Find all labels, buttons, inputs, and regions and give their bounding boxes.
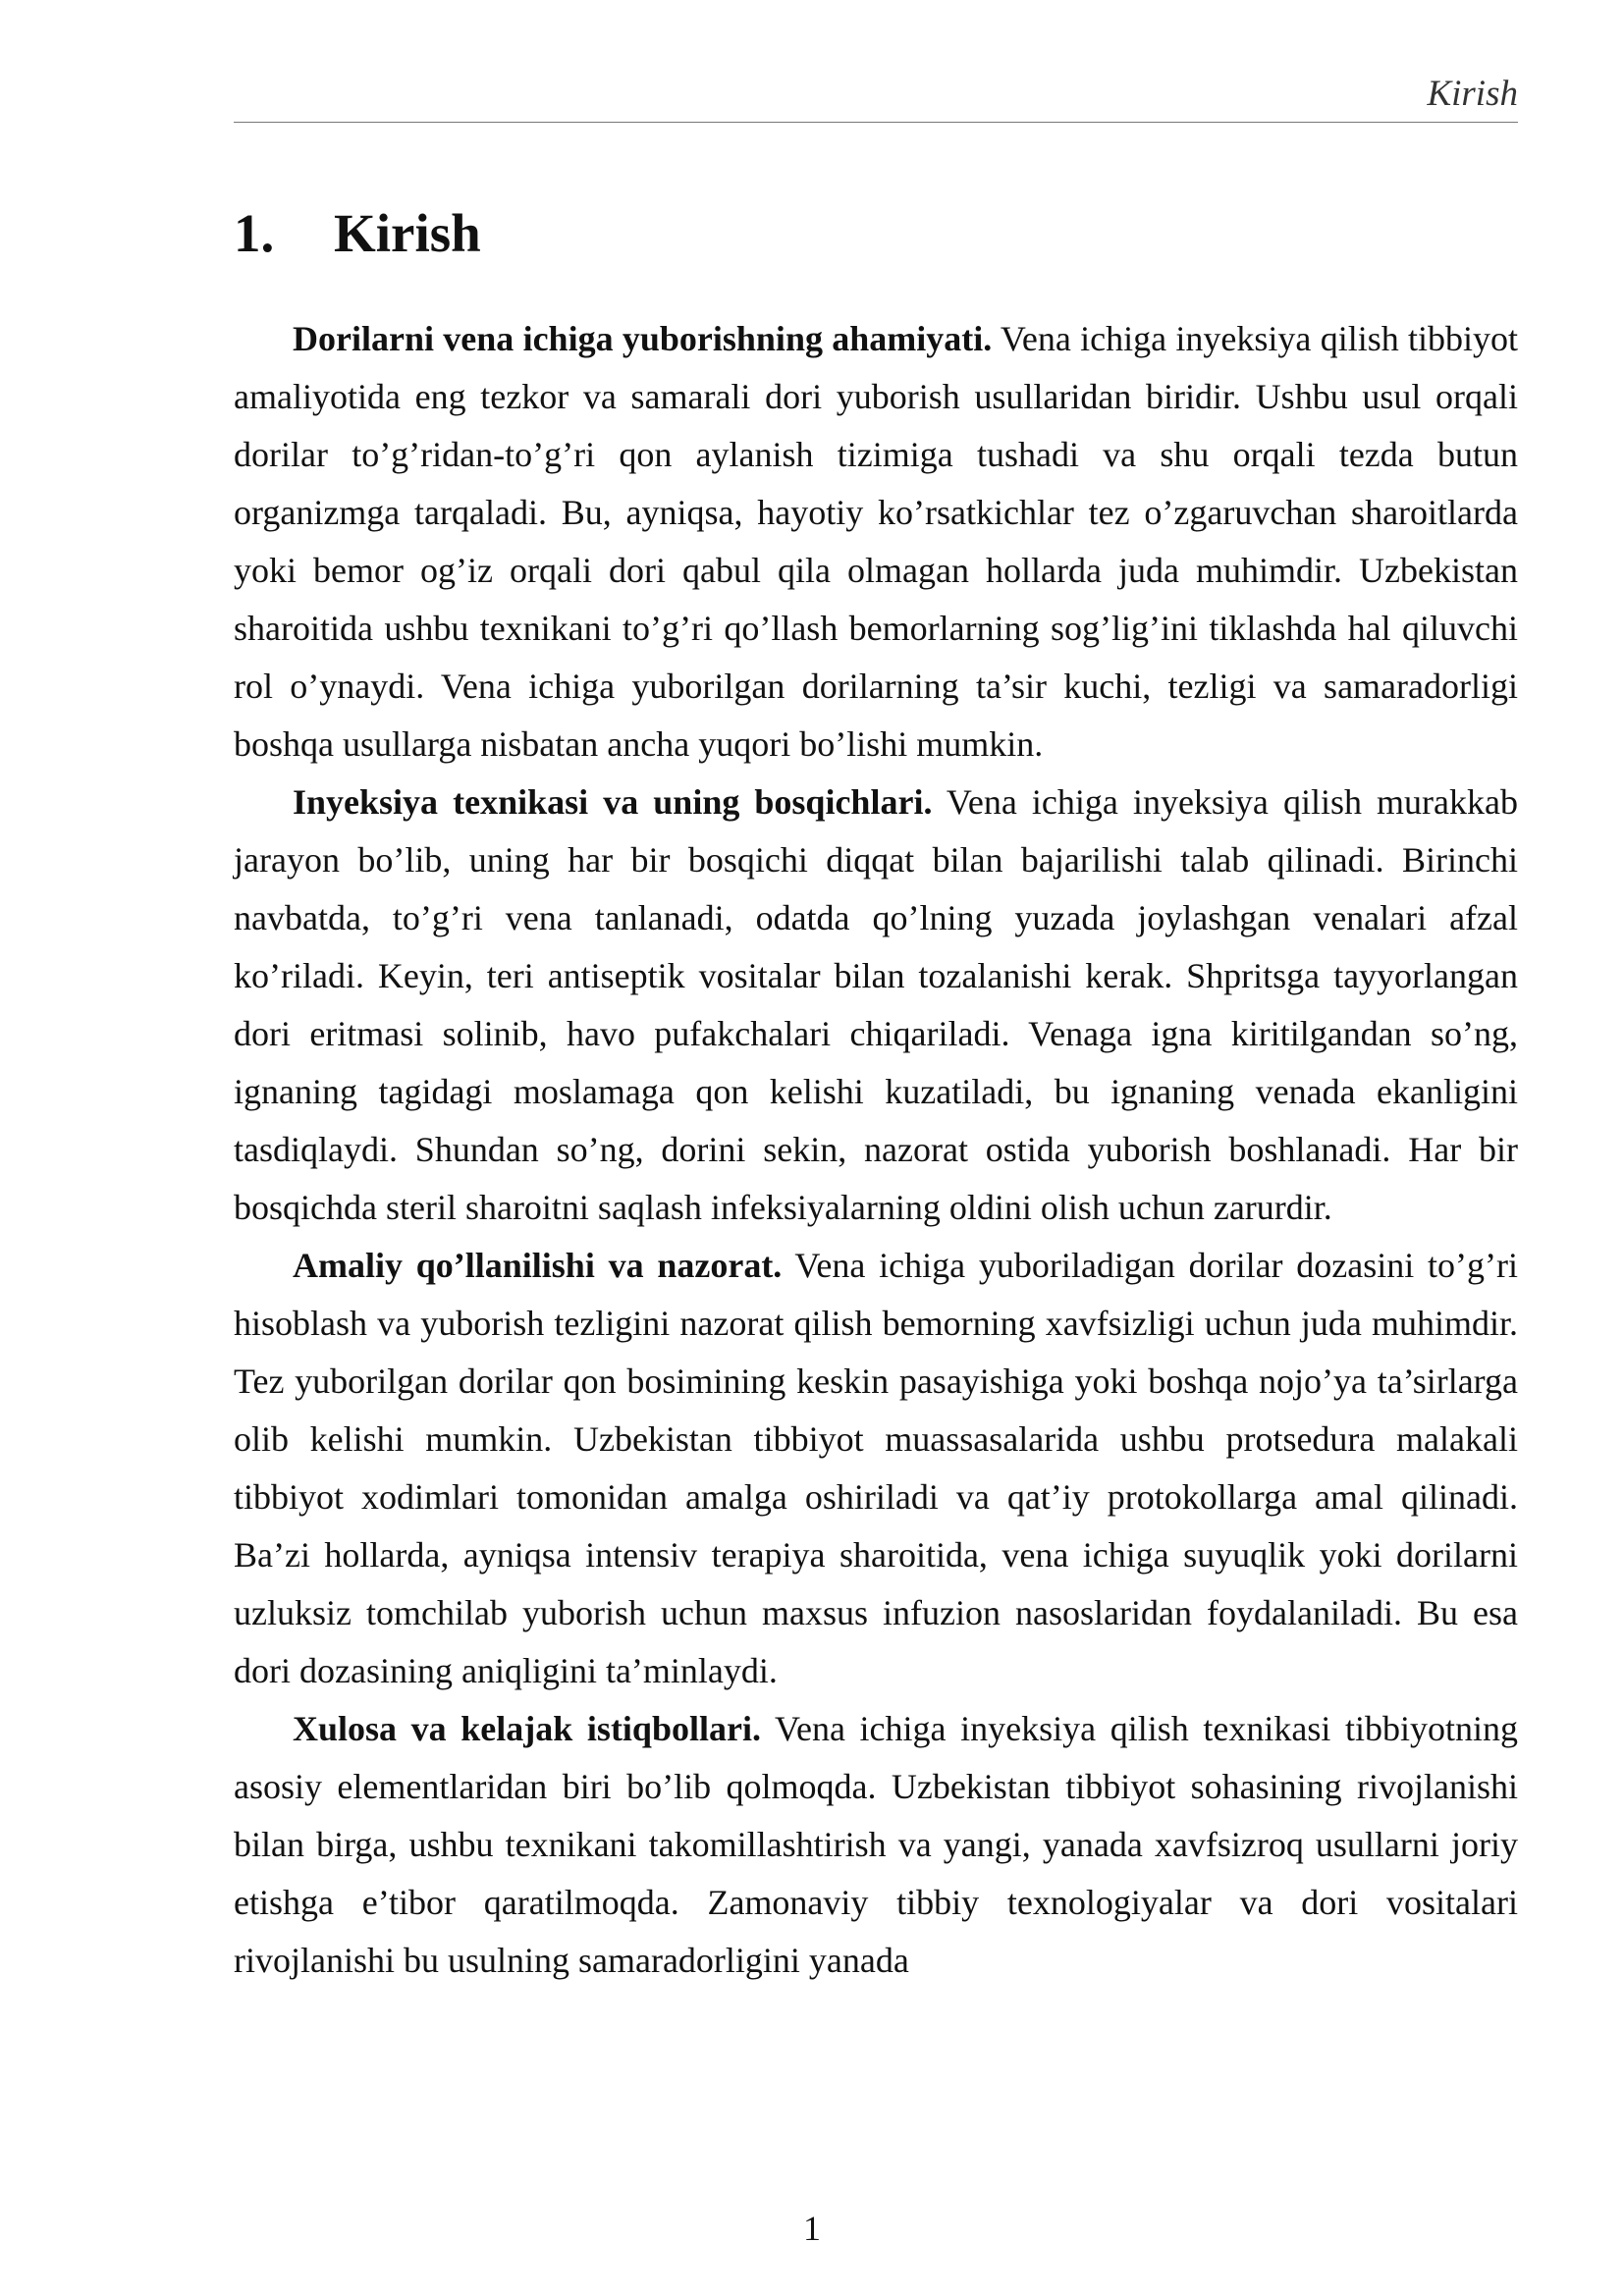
chapter-number: 1. — [234, 203, 275, 263]
paragraph-heading: Amaliy qo’llanilishi va nazorat. — [293, 1246, 783, 1285]
page-number: 1 — [803, 2209, 821, 2248]
chapter-body — [234, 310, 1518, 1990]
paragraph-text: Vena ichiga inyeksiya qilish tibbiyot amaliyotida eng tezkor va samarali dori yuborish usullaridan biridir. Ushbu usul orqali dorilar to’g’ridan-to’g’ri qon aylanish tizimiga tushadi va shu orqali tezda butun organizmga tarqaladi. Bu, ayniqsa, hayotiy ko’rsatkichlar tez o’zgaruvchan sharoitlarda yoki bemor og’iz orqali dori qabul qila olmagan hollarda juda muhimdir. Uzbekistan sharoitida ushbu texnikani to’g’ri qo’llash bemorlarning sog’lig’ini tiklashda hal qiluvchi rol o’ynaydi. Vena ichiga yuborilgan dorilarning ta’sir kuchi, tezligi va samaradorligi boshqa usullarga nisbatan ancha yuqori bo’lishi mumkin. — [234, 319, 1519, 764]
paragraph-importance — [234, 310, 1518, 774]
running-header — [234, 75, 1518, 123]
running-header-title: Kirish — [1427, 74, 1518, 114]
paragraph-conclusion — [234, 1700, 1518, 1990]
paragraph-practice — [234, 1237, 1518, 1700]
paragraph-heading: Inyeksiya texnikasi va uning bosqichlari. — [293, 782, 933, 822]
paragraph-heading: Dorilarni vena ichiga yuborishning ahamiyati. — [293, 319, 993, 358]
paragraph-text: Vena ichiga inyeksiya qilish texnikasi tibbiyotning asosiy elementlaridan biri bo’lib qolmoqda. Uzbekistan tibbiyot sohasining rivojlanishi bilan birga, ushbu texnikani takomillashtirish va yangi, yanada xavfsizroq usullarni joriy etishga e’tibor qaratilmoqda. Zamonaviy tibbiy texnologiyalar va dori vositalari rivojlanishi bu usulning samaradorligini yanada — [234, 1709, 1518, 1980]
chapter-title-text: Kirish — [334, 203, 481, 263]
paragraph-heading: Xulosa va kelajak istiqbollari. — [293, 1709, 761, 1748]
paragraph-text: Vena ichiga inyeksiya qilish murakkab jarayon bo’lib, uning har bir bosqichi diqqat bilan bajarilishi talab qilinadi. Birinchi navbatda, to’g’ri vena tanlanadi, odatda qo’lning yuzada joylashgan venalari afzal ko’riladi. Keyin, teri antiseptik vositalar bilan tozalanishi kerak. Shpritsga tayyorlangan dori eritmasi solinib, havo pufakchalari chiqariladi. Venaga igna kiritilgandan so’ng, ignaning tagidagi moslamaga qon kelishi kuzatiladi, bu ignaning venada ekanligini tasdiqlaydi. Shundan so’ng, dorini sekin, nazorat ostida yuborish boshlanadi. Har bir bosqichda steril sharoitni saqlash infeksiyalarning oldini olish uchun zarurdir. — [234, 782, 1519, 1227]
chapter-title — [234, 202, 481, 265]
paragraph-technique — [234, 774, 1518, 1237]
paragraph-text: Vena ichiga yuboriladigan dorilar dozasini to’g’ri hisoblash va yuborish tezligini nazorat qilish bemorning xavfsizligi uchun juda muhimdir. Tez yuborilgan dorilar qon bosimining keskin pasayishiga yoki boshqa nojo’ya ta’sirlarga olib kelishi mumkin. Uzbekistan tibbiyot muassasalarida ushbu protsedura malakali tibbiyot xodimlari tomonidan amalga oshiriladi va qat’iy protokollarga amal qilinadi. Ba’zi hollarda, ayniqsa intensiv terapiya sharoitida, vena ichiga suyuqlik yoki dorilarni uzluksiz tomchilab yuborish uchun maxsus infuzion nasoslaridan foydalaniladi. Bu esa dori dozasining aniqligini ta’minlaydi. — [234, 1246, 1518, 1690]
